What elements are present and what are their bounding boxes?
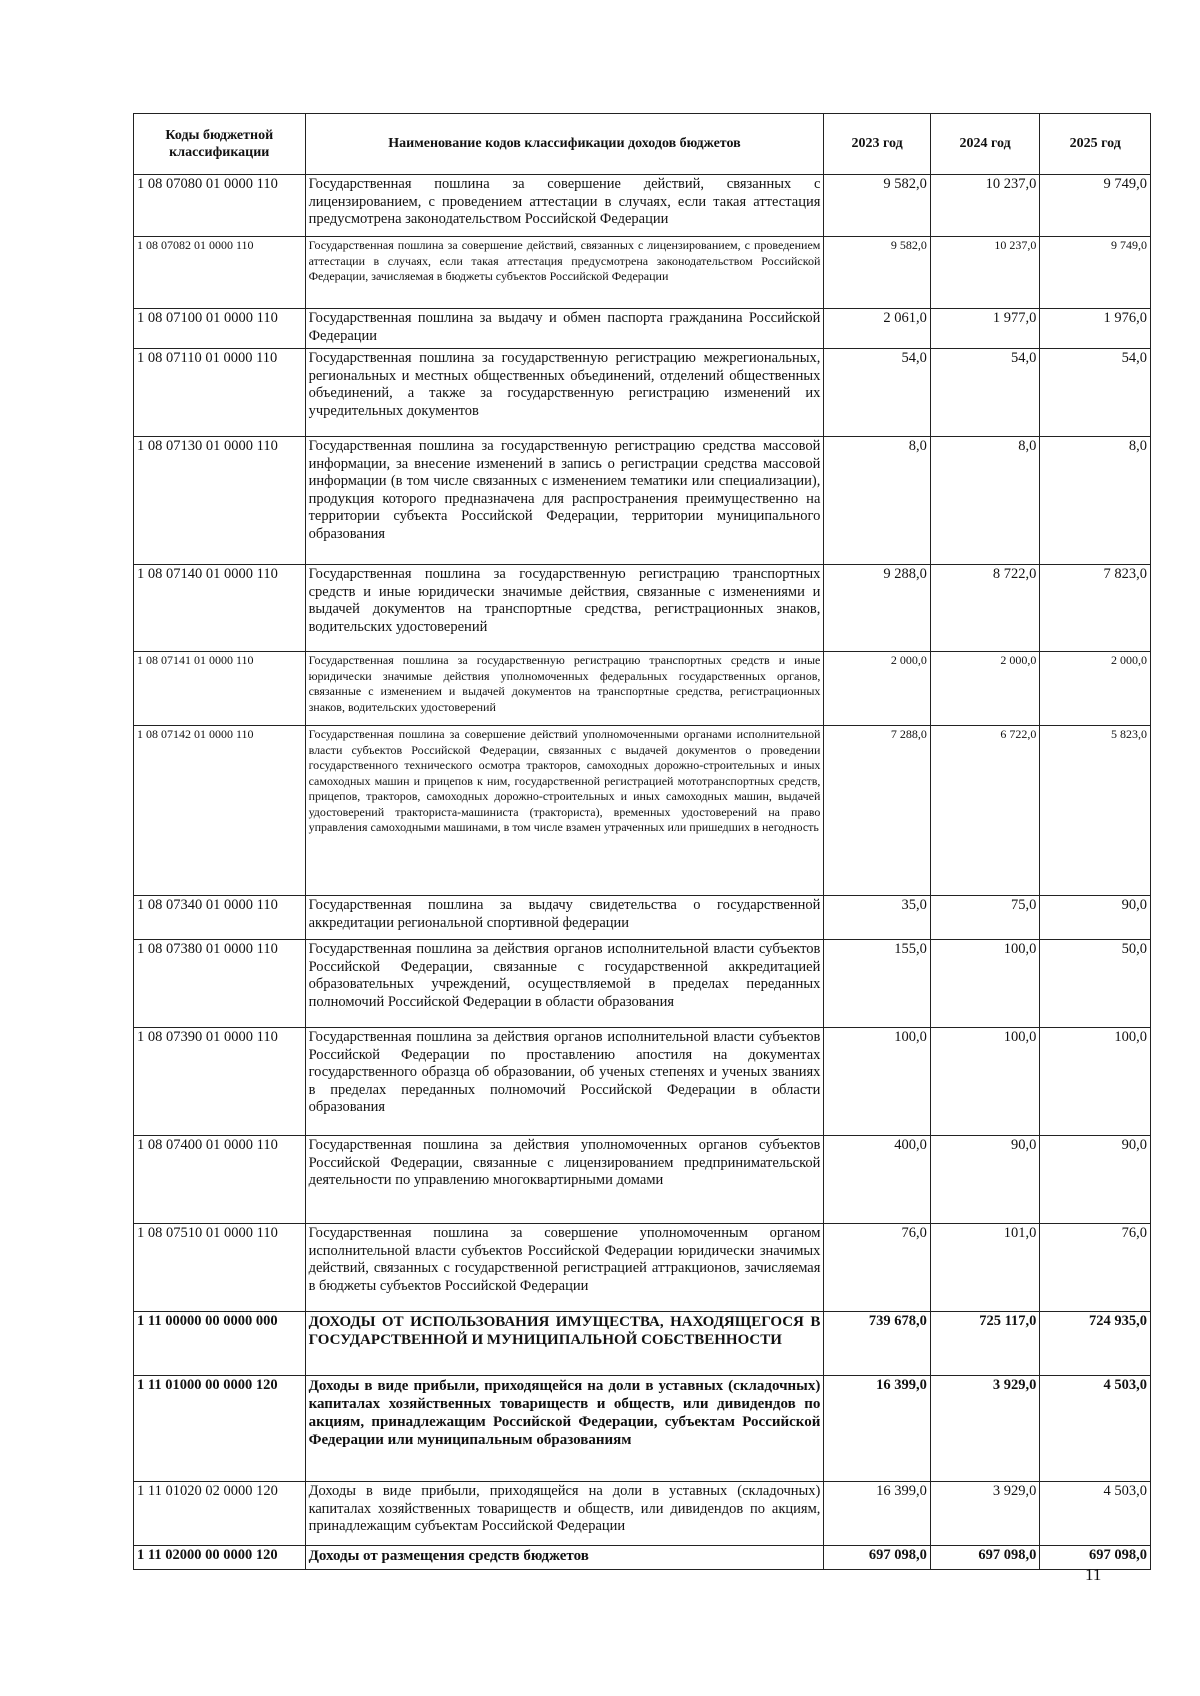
row-value-2024: 697 098,0 [930,1546,1040,1570]
table-row [134,652,1151,726]
row-value-2025: 697 098,0 [1040,1546,1151,1570]
table-row [134,237,1151,309]
table-row [134,349,1151,437]
row-value-2025: 50,0 [1040,940,1151,1028]
table-row [134,1224,1151,1312]
row-value-2024: 90,0 [930,1136,1040,1224]
row-code: 1 08 07390 01 0000 110 [134,1028,306,1136]
table-row [134,726,1151,896]
row-code: 1 08 07340 01 0000 110 [134,896,306,940]
header-code: Коды бюджетной классификации [134,114,306,175]
row-code: 1 08 07110 01 0000 110 [134,349,306,437]
row-name: Государственная пошлина за действия уполномоченных органов субъектов Российской Федерации, связанные с лицензированием предпринимательской деятельности по управлению многоквартирными домами [305,1136,824,1224]
row-value-2025: 9 749,0 [1040,175,1151,237]
table-row [134,940,1151,1028]
row-name: Государственная пошлина за выдачу свидетельства о государственной аккредитации региональной спортивной федерации [305,896,824,940]
table-row [134,1482,1151,1546]
row-value-2024: 75,0 [930,896,1040,940]
table-row [134,1028,1151,1136]
table-row [134,437,1151,565]
row-value-2023: 100,0 [824,1028,930,1136]
row-value-2023: 9 582,0 [824,237,930,309]
row-value-2024: 100,0 [930,940,1040,1028]
table-row [134,175,1151,237]
row-value-2023: 7 288,0 [824,726,930,896]
row-code: 1 08 07100 01 0000 110 [134,309,306,349]
row-code: 1 08 07380 01 0000 110 [134,940,306,1028]
row-code: 1 08 07082 01 0000 110 [134,237,306,309]
row-value-2025: 724 935,0 [1040,1312,1151,1376]
row-name: ДОХОДЫ ОТ ИСПОЛЬЗОВАНИЯ ИМУЩЕСТВА, НАХОДЯЩЕГОСЯ В ГОСУДАРСТВЕННОЙ И МУНИЦИПАЛЬНОЙ СОБСТВЕННОСТИ [305,1312,824,1376]
row-value-2025: 5 823,0 [1040,726,1151,896]
row-value-2023: 35,0 [824,896,930,940]
row-value-2023: 2 000,0 [824,652,930,726]
row-code: 1 08 07141 01 0000 110 [134,652,306,726]
row-value-2023: 9 582,0 [824,175,930,237]
row-value-2024: 54,0 [930,349,1040,437]
header-2025: 2025 год [1040,114,1151,175]
row-name: Государственная пошлина за совершение действий, связанных с лицензированием, с проведением аттестации в случаях, если такая аттестация предусмотрена законодательством Российской Федерации [305,175,824,237]
table-header-row [134,114,1151,175]
row-value-2023: 54,0 [824,349,930,437]
row-value-2023: 16 399,0 [824,1482,930,1546]
page-number: 11 [1085,1565,1102,1584]
row-value-2025: 4 503,0 [1040,1482,1151,1546]
row-code: 1 11 01000 00 0000 120 [134,1376,306,1482]
row-code: 1 08 07140 01 0000 110 [134,565,306,652]
row-code: 1 08 07400 01 0000 110 [134,1136,306,1224]
row-code: 1 08 07142 01 0000 110 [134,726,306,896]
row-value-2024: 10 237,0 [930,237,1040,309]
row-name: Государственная пошлина за государственную регистрацию межрегиональных, региональных и местных общественных объединений, отделений общественных объединений, а также за государственную регистрацию изменений их учредительных документов [305,349,824,437]
row-name: Государственная пошлина за выдачу и обмен паспорта гражданина Российской Федерации [305,309,824,349]
row-value-2023: 155,0 [824,940,930,1028]
row-value-2024: 3 929,0 [930,1376,1040,1482]
row-name: Доходы в виде прибыли, приходящейся на доли в уставных (складочных) капиталах хозяйственных товариществ и обществ, или дивидендов по акциям, принадлежащим Российской Федерации, субъектам Российской Федерации или муниципальным образованиям [305,1376,824,1482]
row-code: 1 08 07130 01 0000 110 [134,437,306,565]
table-row [134,1136,1151,1224]
row-name: Доходы в виде прибыли, приходящейся на доли в уставных (складочных) капиталах хозяйственных товариществ и обществ, или дивидендов по акциям, принадлежащим субъектам Российской Федерации [305,1482,824,1546]
row-value-2023: 400,0 [824,1136,930,1224]
row-name: Государственная пошлина за совершение действий уполномоченными органами исполнительной власти субъектов Российской Федерации, связанных с выдачей документов о проведении государственного технического осмотра тракторов, самоходных дорожно-строительных и иных самоходных машин и прицепов к ним, государственной регистрацией мототранспортных средств, прицепов, тракторов, самоходных дорожно-строительных и иных самоходных машин, выдачей удостоверений тракториста-машиниста (тракториста), временных удостоверений на право управления самоходными машинами, в том числе взамен утраченных или пришедших в негодность [305,726,824,896]
row-code: 1 08 07510 01 0000 110 [134,1224,306,1312]
header-name: Наименование кодов классификации доходов бюджетов [305,114,824,175]
row-value-2025: 54,0 [1040,349,1151,437]
row-value-2023: 9 288,0 [824,565,930,652]
budget-classification-table [133,113,1151,1570]
row-value-2023: 16 399,0 [824,1376,930,1482]
table-row [134,896,1151,940]
row-name: Государственная пошлина за действия органов исполнительной власти субъектов Российской Федерации, связанные с государственной аккредитацией образовательных учреждений, осуществляемой в пределах переданных полномочий Российской Федерации в области образования [305,940,824,1028]
row-value-2024: 8 722,0 [930,565,1040,652]
row-code: 1 11 02000 00 0000 120 [134,1546,306,1570]
row-value-2024: 101,0 [930,1224,1040,1312]
header-2023: 2023 год [824,114,930,175]
row-value-2023: 739 678,0 [824,1312,930,1376]
row-value-2025: 90,0 [1040,896,1151,940]
row-value-2024: 1 977,0 [930,309,1040,349]
row-value-2024: 100,0 [930,1028,1040,1136]
row-name: Государственная пошлина за действия органов исполнительной власти субъектов Российской Федерации по проставлению апостиля на документах государственного образца об образовании, об ученых степенях и ученых званиях в пределах переданных полномочий Российской Федерации в области образования [305,1028,824,1136]
row-name: Доходы от размещения средств бюджетов [305,1546,824,1570]
row-value-2024: 725 117,0 [930,1312,1040,1376]
row-value-2024: 8,0 [930,437,1040,565]
row-value-2025: 2 000,0 [1040,652,1151,726]
row-value-2025: 7 823,0 [1040,565,1151,652]
header-2024: 2024 год [930,114,1040,175]
row-value-2023: 8,0 [824,437,930,565]
table-row-subsection [134,1546,1151,1570]
table-row [134,309,1151,349]
row-code: 1 11 01020 02 0000 120 [134,1482,306,1546]
row-value-2023: 76,0 [824,1224,930,1312]
row-name: Государственная пошлина за совершение уполномоченным органом исполнительной власти субъектов Российской Федерации юридически значимых действий, связанных с государственной регистрацией аттракционов, зачисляемая в бюджеты субъектов Российской Федерации [305,1224,824,1312]
row-name: Государственная пошлина за государственную регистрацию средства массовой информации, за внесение изменений в запись о регистрации средства массовой информации (в том числе связанных с изменением тематики или специализации), продукция которого предназначена для распространения преимущественно на территории субъекта Российской Федерации, территории муниципального образования [305,437,824,565]
row-value-2024: 10 237,0 [930,175,1040,237]
row-value-2025: 76,0 [1040,1224,1151,1312]
row-value-2024: 6 722,0 [930,726,1040,896]
row-value-2025: 100,0 [1040,1028,1151,1136]
row-value-2025: 9 749,0 [1040,237,1151,309]
row-code: 1 08 07080 01 0000 110 [134,175,306,237]
row-value-2025: 4 503,0 [1040,1376,1151,1482]
row-name: Государственная пошлина за государственную регистрацию транспортных средств и иные юридически значимые действия, связанные с изменениями и выдачей документов на транспортные средства, регистрационных знаков, водительских удостоверений [305,565,824,652]
row-value-2024: 2 000,0 [930,652,1040,726]
row-code: 1 11 00000 00 0000 000 [134,1312,306,1376]
row-name: Государственная пошлина за государственную регистрацию транспортных средств и иные юридически значимые действия уполномоченных федеральных государственных органов, связанные с изменением и выдачей документов на транспортные средства, регистрационных знаков, водительских удостоверений [305,652,824,726]
row-value-2023: 2 061,0 [824,309,930,349]
row-value-2023: 697 098,0 [824,1546,930,1570]
table-row-subsection [134,1376,1151,1482]
row-name: Государственная пошлина за совершение действий, связанных с лицензированием, с проведением аттестации в случаях, если такая аттестация предусмотрена законодательством Российской Федерации, зачисляемая в бюджеты субъектов Российской Федерации [305,237,824,309]
row-value-2025: 8,0 [1040,437,1151,565]
row-value-2024: 3 929,0 [930,1482,1040,1546]
row-value-2025: 90,0 [1040,1136,1151,1224]
row-value-2025: 1 976,0 [1040,309,1151,349]
table-row [134,565,1151,652]
table-row-section [134,1312,1151,1376]
